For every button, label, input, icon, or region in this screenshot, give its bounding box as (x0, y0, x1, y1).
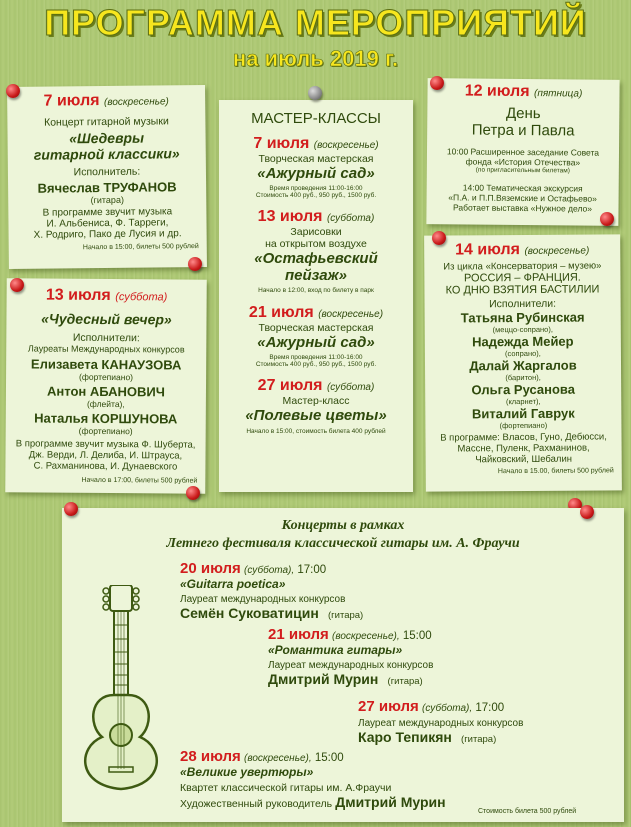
pin-icon (600, 212, 614, 226)
event-item1-line2: фонда «История Отечества» (465, 156, 581, 168)
event-time: 17:00 (475, 702, 505, 714)
performer-name: Каро Тепикян (358, 729, 452, 745)
event-item1-line3: (по пригласительным билетам) (475, 166, 570, 175)
page-subtitle: на июль 2019 г. (232, 46, 399, 71)
event-start-info: Начало в 15:00, билеты 500 рублей (82, 243, 199, 252)
class-date: 7 июля (253, 135, 310, 152)
class-type: Творческая мастерская (258, 153, 374, 165)
performers-label: Исполнители: (489, 297, 557, 311)
event-day: (воскресенье), (332, 631, 400, 642)
festival-event-1 (180, 560, 363, 621)
event-name-line2: гитарной классики» (33, 145, 180, 163)
performer-instrument: (баритон), (505, 372, 541, 383)
festival-event-2 (268, 626, 433, 687)
class-time: Время проведения 11:00-16:00 (269, 354, 363, 361)
event-item1-line1: 10:00 Расширенное заседание Совета (446, 146, 600, 158)
event-card-peter-paul-day (426, 78, 619, 226)
page-title: ПРОГРАММА МЕРОПРИЯТИЙ (44, 2, 587, 43)
performer-name: Дмитрий Мурин (268, 671, 379, 687)
class-name: «Ажурный сад» (257, 165, 375, 182)
event-date: 21 июля (268, 626, 329, 643)
event-name-line2: КО ДНЮ ВЗЯТИЯ БАСТИЛИИ (445, 283, 600, 297)
pin-icon (308, 86, 322, 100)
class-day: (суббота) (326, 213, 375, 224)
master-classes-card (219, 100, 413, 492)
class-name: «Полевые цветы» (245, 407, 387, 424)
festival-heading-line1: Концерты в рамках (281, 518, 405, 533)
class-start-info: Начало в 12:00, вход по билету в парк (258, 287, 374, 294)
performer-name: Елизавета КАНАУЗОВА (30, 356, 182, 373)
class-price: Стоимость 400 руб., 950 руб., 1500 руб. (255, 361, 377, 368)
performer-label: Исполнитель: (73, 165, 141, 179)
event-name: «Guitarra poetica» (180, 577, 286, 591)
performer-name: Семён Суковатицин (180, 605, 319, 621)
event-time: 15:00 (402, 630, 432, 642)
performer-instrument: (гитара) (90, 194, 124, 206)
class-type-line1: Зарисовки (290, 226, 342, 238)
program-line2: Массне, Пуленк, Рахманинов, (457, 442, 590, 455)
director-label: Художественный руководитель (180, 798, 333, 810)
class-type: Творческая мастерская (258, 322, 374, 334)
class-day: (суббота) (326, 382, 375, 393)
class-name-line2: пейзаж» (284, 267, 348, 284)
performer-name: Антон АБАНОВИЧ (46, 383, 165, 400)
event-item2-line1: 14:00 Тематическая экскурсия (462, 182, 583, 194)
class-date: 13 июля (257, 208, 323, 225)
pin-icon (186, 486, 200, 500)
event-date: 20 июля (180, 560, 241, 577)
class-day: (воскресенье) (313, 140, 379, 151)
laureates-text: Лауреаты Международных конкурсов (27, 343, 185, 355)
performer-instrument: (флейта), (86, 398, 125, 410)
program-line3: С. Рахманинова, И. Дунаевского (33, 460, 178, 473)
event-day: (воскресенье) (524, 245, 590, 257)
event-item2-line3: Работает выставка «Нужное дело» (452, 202, 593, 214)
performer-instrument: (сопрано), (504, 348, 541, 359)
master-classes-heading: МАСТЕР-КЛАССЫ (251, 110, 381, 127)
performers-label: Исполнители: (72, 331, 140, 345)
event-name: «Чудесный вечер» (41, 310, 172, 328)
performer-name: Вячеслав ТРУФАНОВ (37, 179, 177, 196)
event-name-line1: «Шедевры (69, 129, 145, 147)
event-date: 14 июля (455, 241, 521, 259)
pin-icon (430, 76, 444, 90)
event-name: «Романтика гитары» (268, 643, 403, 657)
pin-icon (10, 278, 24, 292)
event-start-info: Начало в 17:00, билеты 500 рублей (81, 476, 198, 485)
event-card-russia-france (424, 234, 622, 491)
event-date: 7 июля (43, 92, 100, 110)
performer-name: Татьяна Рубинская (460, 309, 585, 326)
class-start-info: Начало в 15:00, стоимость билета 400 рублей (246, 428, 386, 435)
event-date: 13 июля (45, 286, 111, 305)
event-date: 28 июля (180, 748, 241, 765)
laureate-text: Лауреат международных конкурсов (180, 594, 346, 605)
event-day: (суббота) (115, 291, 168, 304)
festival-event-4 (180, 748, 446, 810)
pin-icon (432, 231, 446, 245)
guitar-icon (72, 585, 182, 795)
class-name: «Ажурный сад» (257, 334, 375, 351)
pin-icon (580, 505, 594, 519)
festival-heading-line2: Летнего фестиваля классической гитары им. А. Фраучи (166, 536, 520, 551)
event-start-info: Начало в 15.00, билеты 500 рублей (497, 467, 614, 476)
class-type-line2: на открытом воздухе (265, 238, 367, 250)
event-time: 15:00 (314, 752, 344, 764)
event-title-line2: Петра и Павла (471, 121, 575, 140)
event-title-line1: День (505, 104, 541, 123)
director-name: Дмитрий Мурин (335, 794, 446, 810)
program-line2: И. Альбениса, Ф. Тарреги, (46, 217, 169, 230)
class-name-line1: «Остафьевский (254, 250, 378, 267)
performer-instrument: (фортепиано) (79, 371, 134, 383)
performer-instrument: (меццо-сопрано), (492, 324, 553, 335)
event-day: (суббота), (244, 565, 295, 576)
festival-ticket-price: Стоимость билета 500 рублей (478, 808, 577, 815)
event-date: 27 июля (358, 698, 419, 715)
event-day: (суббота), (422, 703, 473, 714)
performer-instrument: (фортепиано) (499, 420, 548, 431)
event-day: (воскресенье) (103, 96, 169, 109)
performer-name: Виталий Гаврук (471, 405, 575, 422)
class-price: Стоимость 400 руб., 950 руб., 1500 руб. (255, 192, 377, 199)
event-card-guitar-masterpieces (7, 85, 207, 269)
pin-icon (188, 257, 202, 271)
program-line3: Х. Родриго, Пако де Лусия и др. (33, 228, 182, 241)
performer-name: Надежда Мейер (472, 333, 574, 350)
laureate-text: Лауреат международных конкурсов (268, 660, 434, 671)
performer-instrument: (гитара) (387, 676, 423, 687)
laureate-text: Лауреат международных конкурсов (358, 718, 524, 729)
event-card-wonderful-evening (5, 278, 206, 493)
pin-icon (64, 502, 78, 516)
class-day: (воскресенье) (318, 309, 384, 320)
event-name-line1: РОССИЯ – ФРАНЦИЯ. (463, 271, 581, 285)
event-day: (пятница) (533, 88, 583, 100)
performer-name: Ольга Русанова (471, 381, 575, 398)
class-date: 27 июля (257, 377, 323, 394)
event-cycle: Из цикла «Консерватория – музею» (443, 260, 602, 273)
class-type: Мастер-класс (282, 395, 350, 407)
performer-instrument: (гитара) (461, 734, 497, 745)
event-date: 12 июля (464, 82, 530, 101)
pin-icon (6, 84, 20, 98)
program-line3: Чайковский, Шебалин (475, 453, 573, 466)
program-line1: В программе звучит музыка (42, 206, 173, 219)
class-time: Время проведения 11:00-16:00 (269, 185, 363, 192)
program-line1: В программе: Власов, Гуно, Дебюсси, (440, 431, 607, 444)
performer-name: Далай Жаргалов (469, 357, 577, 374)
performer-name: Наталья КОРШУНОВА (34, 410, 178, 427)
festival-event-3 (358, 698, 523, 745)
class-date: 21 июля (248, 304, 314, 321)
event-name: «Великие увертюры» (180, 765, 314, 779)
program-line1: В программе звучит музыка Ф. Шуберта, (15, 438, 196, 451)
event-day: (воскресенье), (244, 753, 312, 764)
event-type: Концерт гитарной музыки (44, 115, 169, 129)
event-item2-line2: «П.А. и П.П.Вяземские и Остафьево» (448, 192, 597, 204)
performer-instrument: (кларнет), (505, 396, 541, 407)
performer-instrument: (гитара) (328, 610, 364, 621)
program-line2: Дж. Верди, Л. Делиба, И. Штрауса, (28, 449, 183, 462)
performer-instrument: (фортепиано) (78, 425, 133, 437)
quartet-text: Квартет классической гитары им. А.Фраучи (180, 782, 392, 794)
event-time: 17:00 (297, 564, 327, 576)
